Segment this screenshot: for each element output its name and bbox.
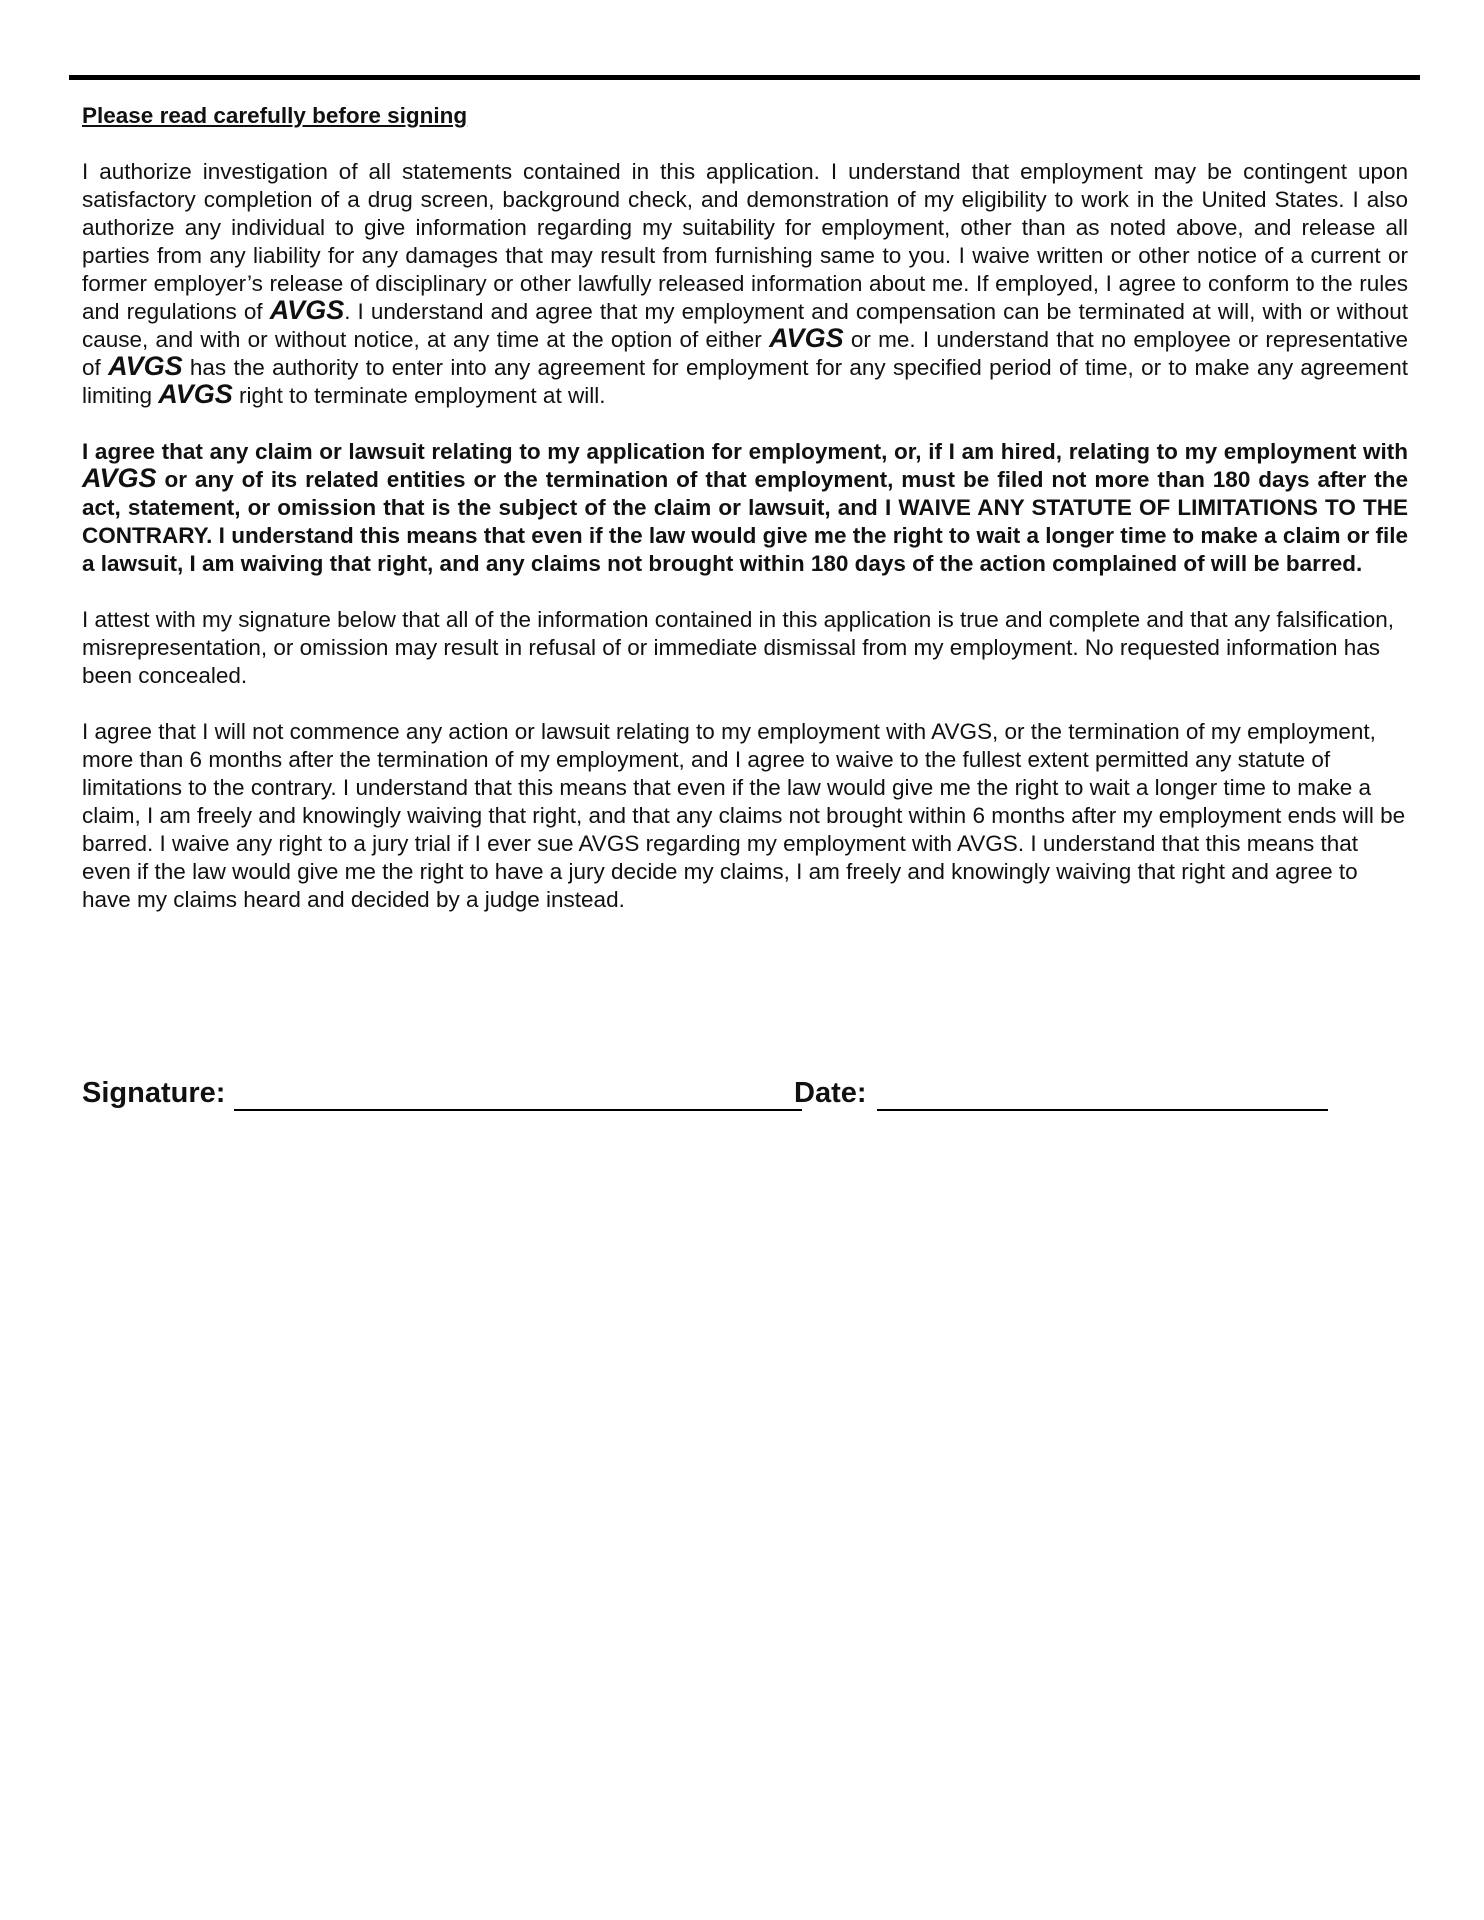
- limitations-text-2: or any of its related entities or the termination of that employment, must be filed not more than 180 days after the act, statement, or omission that is the subject of the claim or lawsuit, and I WAIVE ANY STATUTE OF LIMITATIONS TO THE CONTRARY. I understand this means that even if the law would give me the right to wait a longer time to make a claim or file a lawsuit, I am waiving that right, and any claims not brought within 180 days of the action complained of will be barred.: [82, 467, 1408, 576]
- date-label: Date:: [794, 1077, 867, 1109]
- authorization-text-1: I authorize investigation of all statements contained in this application. I understand that employment may be contingent upon satisfactory completion of a drug screen, background check, and demonstration of my eligibility to work in the United States. I also authorize any individual to give information regarding my suitability for employment, other than as noted above, and release all parties from any liability for any damages that may result from furnishing same to you. I waive written or other notice of a current or former employer’s release of disciplinary or other lawfully released information about me. If employed, I agree to conform to the rules and regulations of: [82, 159, 1408, 324]
- signature-field[interactable]: [234, 1109, 802, 1111]
- company-name: AVGS: [769, 323, 844, 353]
- signature-row: [82, 1075, 1408, 1115]
- limitations-paragraph: [82, 438, 1408, 578]
- company-name: AVGS: [108, 351, 183, 381]
- attestation-paragraph: I attest with my signature below that all of the information contained in this application is true and complete and that any falsification, misrepresentation, or omission may result in refusal of or immediate dismissal from my employment. No requested information has been concealed.: [82, 607, 1394, 688]
- authorization-paragraph: [82, 158, 1408, 410]
- date-field[interactable]: [877, 1109, 1328, 1111]
- limitations-text-1: I agree that any claim or lawsuit relating to my application for employment, or, if I am hired, relating to my employment with: [82, 439, 1408, 464]
- company-name: AVGS: [269, 295, 345, 325]
- authorization-text-5: right to terminate employment at will.: [232, 383, 606, 408]
- waiver-paragraph: I agree that I will not commence any action or lawsuit relating to my employment with AVGS, or the termination of my employment, more than 6 months after the termination of my employment, and I agree to waive to the fullest extent permitted any statute of limitations to the contrary. I understand that this means that even if the law would give me the right to wait a longer time to make a claim, I am freely and knowingly waiving that right, and that any claims not brought within 6 months after my employment ends will be barred. I waive any right to a jury trial if I ever sue AVGS regarding my employment with AVGS. I understand that this means that even if the law would give me the right to have a jury decide my claims, I am freely and knowingly waiving that right and agree to have my claims heard and decided by a judge instead.: [82, 719, 1406, 912]
- signature-label: Signature:: [82, 1077, 226, 1109]
- agreement-body: [82, 102, 1408, 942]
- authorization-text-4: has the authority to enter into any agreement for employment for any specified period of time, or to make any agreement limiting: [82, 355, 1408, 408]
- page-heading: Please read carefully before signing: [82, 103, 468, 128]
- company-name: AVGS: [158, 379, 233, 409]
- top-divider: [69, 75, 1420, 80]
- company-name: AVGS: [82, 463, 157, 493]
- authorization-text-2: . I understand and agree that my employment and compensation can be terminated at will, with or without cause, and with or without notice, at any time at the option of either: [82, 299, 1408, 352]
- authorization-text-3: or me. I understand that no employee or representative of: [82, 327, 1408, 380]
